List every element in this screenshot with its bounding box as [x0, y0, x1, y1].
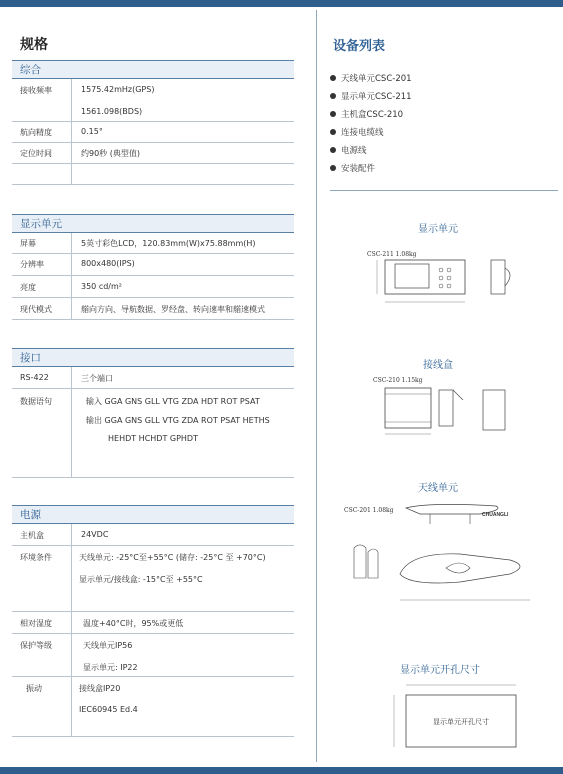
list-item-label: 连接电缆线 — [341, 128, 384, 138]
table-row — [12, 276, 294, 298]
row-value: 输入 GGA GNS GLL VTG ZDA HDT ROT PSAT — [86, 397, 260, 406]
row-value: 输出 GGA GNS GLL VTG ZDA ROT PSAT HETHS — [86, 416, 270, 425]
table-row — [12, 634, 294, 677]
bullet-icon — [330, 129, 336, 135]
list-item — [330, 72, 412, 84]
device-list-title: 设备列表 — [333, 39, 386, 54]
row-value: 约90秒 (典型值) — [81, 149, 140, 158]
row-value: 天线单元IP56 — [83, 641, 133, 650]
figure-title-junction-box: 接线盒 — [423, 360, 453, 371]
list-item-label: 显示单元CSC-211 — [341, 92, 412, 102]
row-key: 分辨率 — [20, 260, 44, 269]
figure-title-cutout: 显示单元开孔尺寸 — [400, 665, 480, 676]
row-key: 屏幕 — [20, 239, 36, 248]
row-key: 环境条件 — [20, 553, 52, 562]
figure-title-antenna-unit: 天线单元 — [418, 483, 458, 494]
junction-box-caption: CSC-210 1.15kg — [373, 377, 423, 384]
spec-title: 规格 — [20, 37, 48, 53]
table-row — [12, 254, 294, 276]
table-row — [12, 367, 294, 389]
list-item — [330, 108, 403, 120]
bullet-icon — [330, 147, 336, 153]
section-power — [12, 505, 294, 737]
row-key: 主机盒 — [20, 531, 44, 540]
bullet-icon — [330, 75, 336, 81]
list-item — [330, 90, 412, 102]
antenna-unit-caption: CSC-201 1.08kg — [344, 507, 394, 514]
top-accent-bar — [0, 0, 563, 7]
row-key: 数据语句 — [20, 397, 52, 406]
section-display — [12, 214, 294, 320]
bullet-icon — [330, 93, 336, 99]
list-item-label: 安装配件 — [341, 164, 376, 174]
table-row — [12, 389, 294, 478]
row-key: 定位时间 — [20, 149, 52, 158]
row-value: 三个端口 — [81, 374, 113, 383]
table-row — [12, 677, 294, 737]
row-key: 保护等级 — [20, 641, 52, 650]
cutout-label: 显示单元开孔尺寸 — [433, 718, 489, 726]
section-title: 显示单元 — [12, 214, 294, 233]
display-unit-caption: CSC-211 1.08kg — [367, 251, 417, 258]
row-key: 亮度 — [20, 283, 36, 292]
row-value: 0.15° — [81, 127, 103, 136]
row-key: 现代模式 — [20, 305, 52, 314]
row-value: 显示单元: IP22 — [83, 663, 138, 672]
row-value: 24VDC — [81, 530, 109, 539]
antenna-brand: CHUANGLI — [482, 512, 509, 518]
row-key: 振动 — [26, 684, 42, 693]
list-item-label: 天线单元CSC-201 — [341, 74, 412, 84]
list-item-label: 电源线 — [341, 146, 367, 156]
column-divider — [316, 10, 317, 762]
list-item — [330, 126, 384, 138]
section-title: 综合 — [12, 60, 294, 79]
bottom-accent-bar — [0, 767, 563, 774]
list-item — [330, 144, 367, 156]
row-value: 800x480(IPS) — [81, 259, 135, 268]
junction-box-drawing — [365, 372, 525, 444]
row-key: 相对湿度 — [20, 619, 52, 628]
row-value: 接线盒IP20 — [79, 684, 121, 693]
table-row — [12, 122, 294, 143]
row-key: 航向精度 — [20, 128, 52, 137]
section-interface — [12, 348, 294, 478]
row-key: RS-422 — [20, 373, 49, 382]
figure-title-display-unit: 显示单元 — [418, 224, 458, 235]
section-title: 接口 — [12, 348, 294, 367]
table-row — [12, 546, 294, 612]
antenna-unit-drawing — [340, 496, 540, 614]
row-value: 显示单元/接线盒: -15°C至 +55°C — [79, 575, 203, 584]
cutout-drawing — [380, 677, 530, 757]
row-key: 接收频率 — [20, 86, 52, 95]
row-value: 温度+40°C时，95%或更低 — [83, 619, 184, 628]
table-row — [12, 143, 294, 164]
table-row — [12, 524, 294, 546]
row-value: IEC60945 Ed.4 — [79, 705, 138, 714]
bullet-icon — [330, 111, 336, 117]
list-item-label: 主机盒CSC-210 — [341, 110, 404, 120]
table-row — [12, 79, 294, 122]
table-row — [12, 233, 294, 254]
display-unit-drawing — [355, 240, 525, 320]
row-value: 艏向方向、导航数据、罗经盘、转向速率和艏速模式 — [81, 305, 265, 314]
row-value: 1561.098(BDS) — [81, 107, 143, 116]
table-row-empty — [12, 164, 294, 185]
list-item — [330, 162, 375, 174]
table-row — [12, 612, 294, 634]
section-title: 电源 — [12, 505, 294, 524]
bullet-icon — [330, 165, 336, 171]
row-value: 350 cd/m² — [81, 282, 122, 291]
row-value: 5英寸彩色LCD，120.83mm(W)x75.88mm(H) — [81, 239, 256, 248]
table-row — [12, 298, 294, 320]
row-value: HEHDT HCHDT GPHDT — [108, 434, 198, 443]
row-value: 1575.42mHz(GPS) — [81, 85, 155, 94]
section-general — [12, 60, 294, 185]
list-divider — [330, 190, 558, 191]
row-value: 天线单元: -25°C至+55°C (储存: -25°C 至 +70°C) — [79, 553, 266, 562]
